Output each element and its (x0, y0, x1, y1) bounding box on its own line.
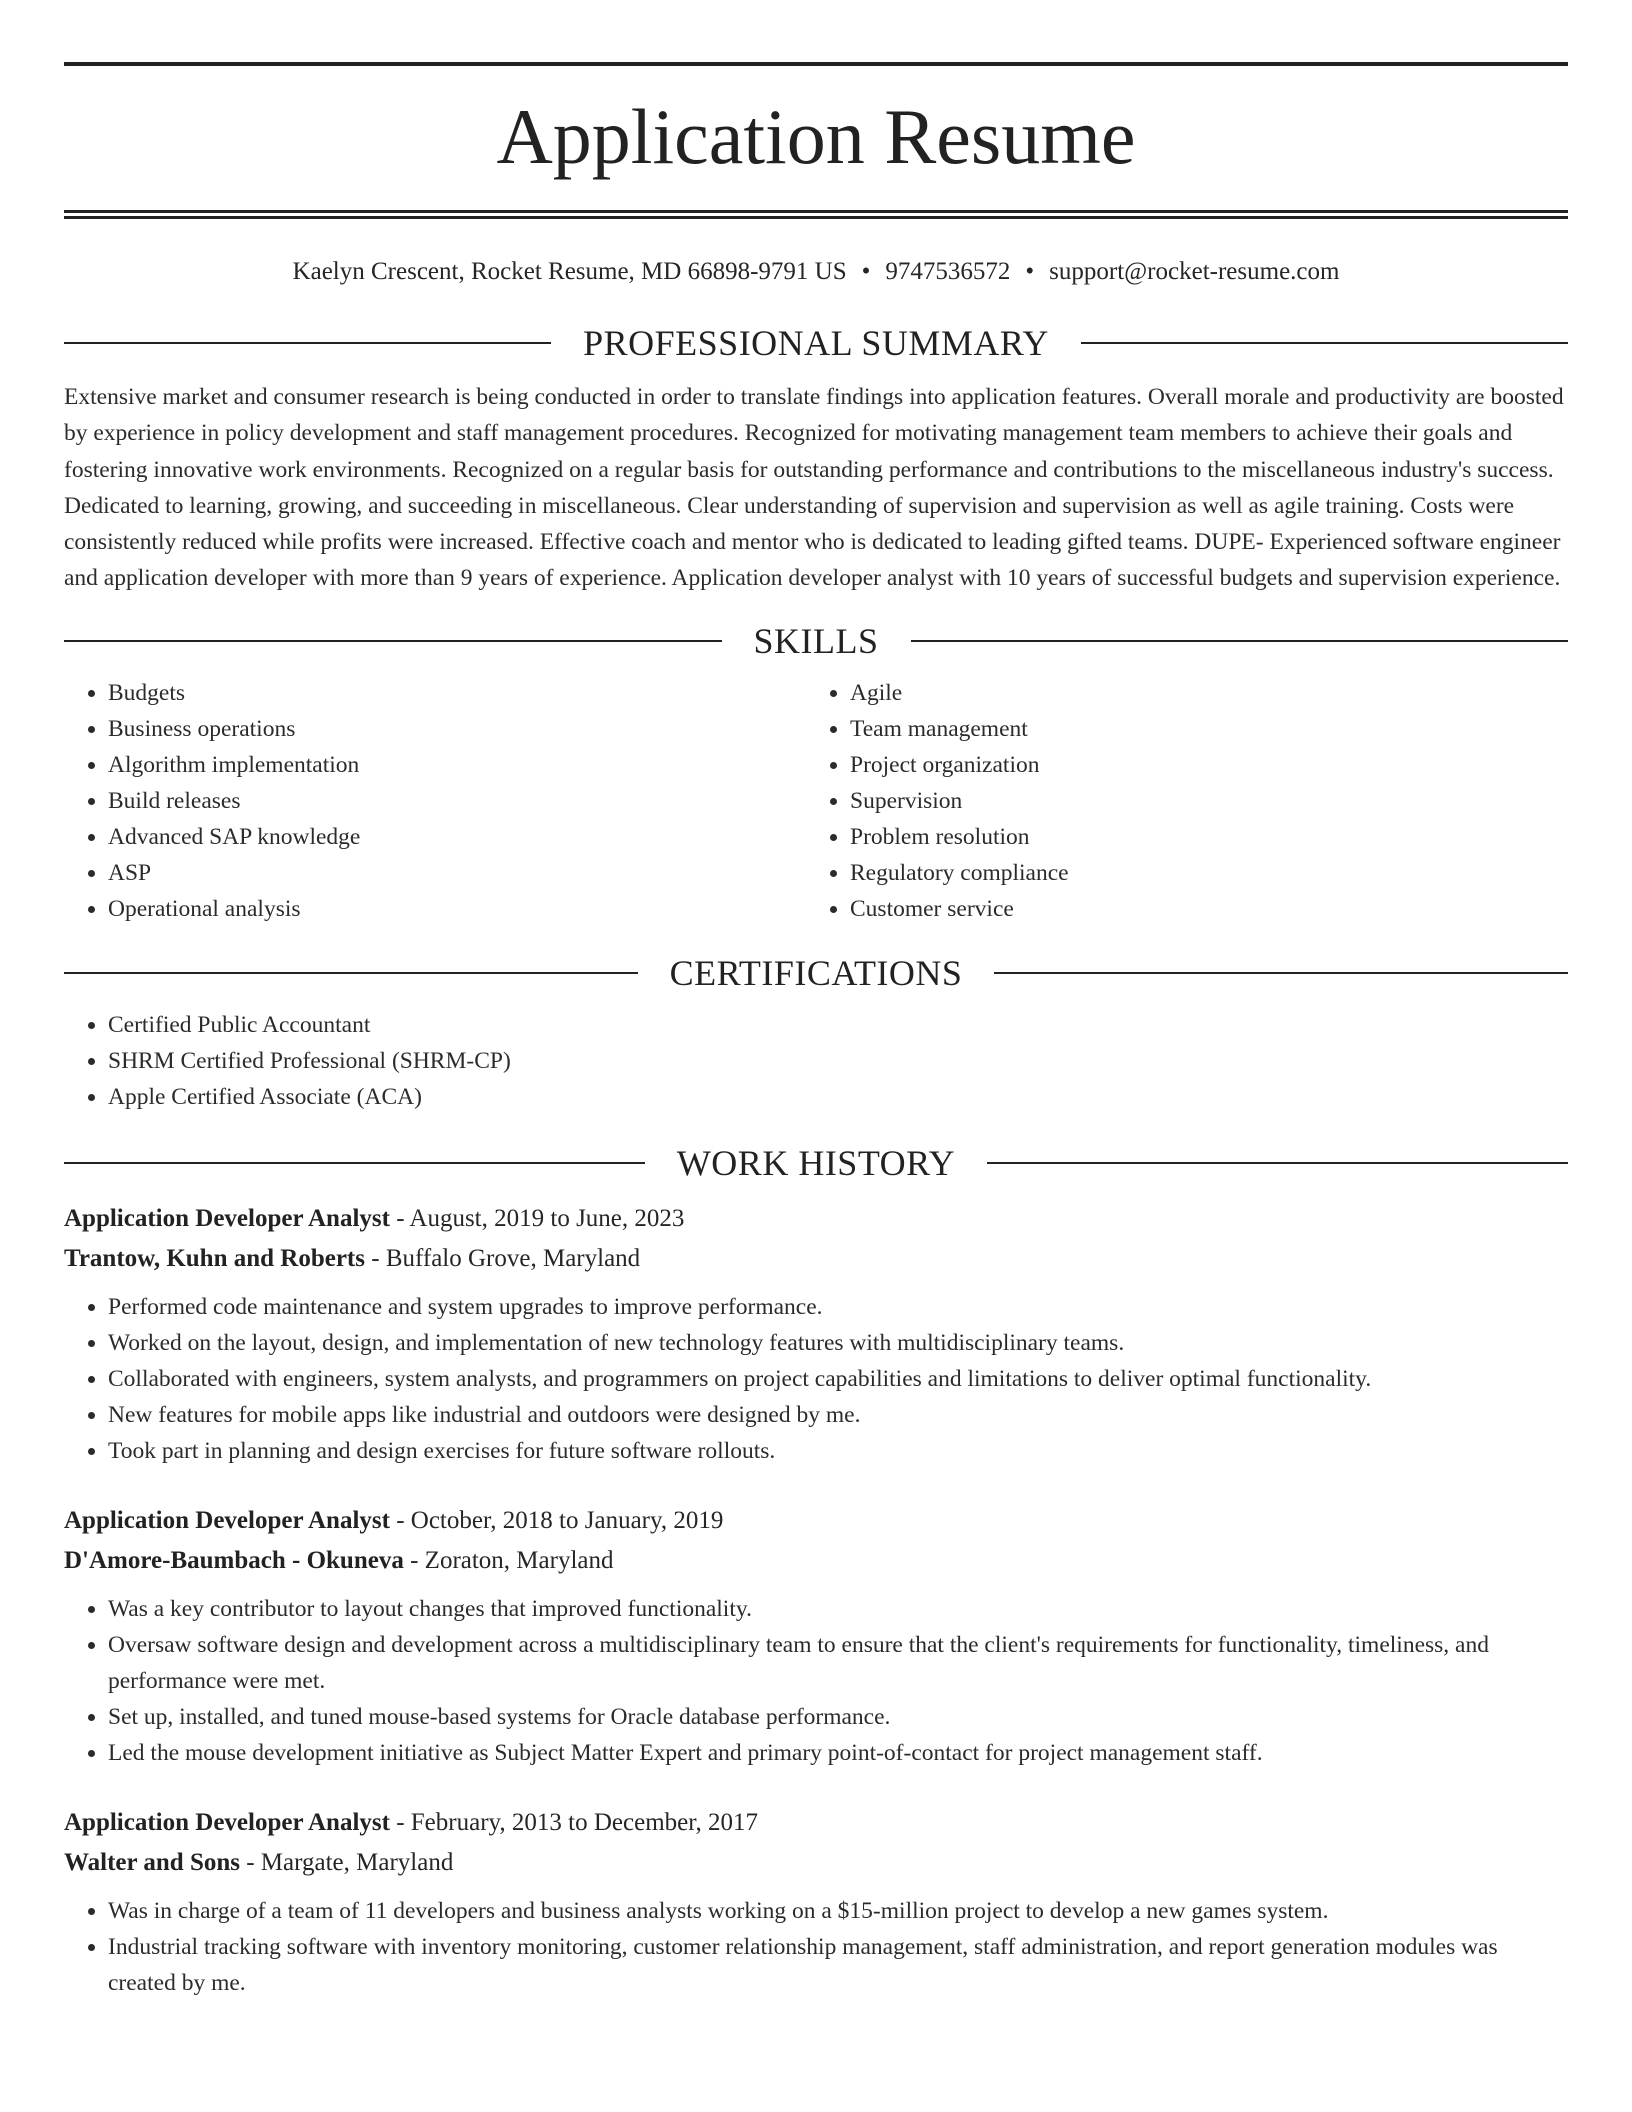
skills-column-left (64, 675, 806, 927)
contact-separator: • (1025, 258, 1035, 285)
job-company-line (64, 1239, 1568, 1279)
list-item: • Took part in planning and design exercises for future software rollouts. (108, 1433, 1568, 1469)
summary-heading: PROFESSIONAL SUMMARY (583, 323, 1049, 363)
contact-separator: • (861, 258, 871, 285)
job-title-line (64, 1501, 1568, 1541)
list-item: • Regulatory compliance (850, 855, 1548, 891)
job-title: Application Developer Analyst (64, 1506, 390, 1534)
job-dates: - February, 2013 to December, 2017 (389, 1808, 759, 1836)
section-rule-right (994, 972, 1568, 974)
job-company: Trantow, Kuhn and Roberts (64, 1244, 365, 1272)
summary-section-header (64, 321, 1568, 365)
list-item: • New features for mobile apps like industrial and outdoors were designed by me. (108, 1397, 1568, 1433)
skills-list-right (806, 675, 1548, 927)
job-title-line (64, 1199, 1568, 1239)
job-company: Walter and Sons (64, 1848, 240, 1876)
skills-heading: SKILLS (753, 620, 879, 661)
certifications-block (64, 1007, 1568, 1115)
summary-text: Extensive market and consumer research is being conducted in order to translate findings into application features. Overall morale and productivity are boosted by experience in policy development and staff management procedures. Recognized for motivating management team members to achieve their goals and fostering innovative work environments. Recognized on a regular basis for outstanding performance and contributions to the miscellaneous industry's success. Dedicated to learning, growing, and succeeding in miscellaneous. Clear understanding of supervision and supervision as well as agile training. Costs were consistently reduced while profits were increased. Effective coach and mentor who is dedicated to leading gifted teams. DUPE- Experienced software engineer and application developer with more than 9 years of experience. Application developer analyst with 10 years of successful budgets and supervision experience. (64, 384, 1564, 592)
list-item: • Performed code maintenance and system upgrades to improve performance. (108, 1289, 1568, 1325)
section-rule-left (64, 640, 722, 642)
job-company: D'Amore-Baumbach - Okuneva (64, 1546, 404, 1574)
list-item: • Operational analysis (108, 891, 806, 927)
list-item: • ASP (108, 855, 806, 891)
list-item: • Collaborated with engineers, system analysts, and programmers on project capabilities and limitations to deliver optimal functionality. (108, 1361, 1568, 1397)
section-rule-left (64, 972, 638, 974)
certifications-section-header (64, 951, 1568, 995)
list-item: • Agile (850, 675, 1548, 711)
certifications-list (64, 1007, 1568, 1115)
job-location: - Buffalo Grove, Maryland (365, 1244, 641, 1272)
list-item: • Oversaw software design and development across a multidisciplinary team to ensure that the client's requirements for functionality, timeliness, and performance were met. (108, 1627, 1568, 1699)
list-item: • Worked on the layout, design, and implementation of new technology features with multidisciplinary teams. (108, 1325, 1568, 1361)
certifications-heading: CERTIFICATIONS (669, 952, 963, 993)
job-dates: - October, 2018 to January, 2019 (389, 1506, 724, 1534)
job-dates: - August, 2019 to June, 2023 (389, 1204, 685, 1232)
contact-phone: 9747536572 (885, 258, 1011, 285)
job-title: Application Developer Analyst (64, 1808, 390, 1836)
section-rule-left (64, 342, 551, 344)
job-title-line (64, 1803, 1568, 1843)
job-company-line (64, 1843, 1568, 1883)
top-rule (64, 62, 1568, 66)
job-bullets (64, 1591, 1568, 1771)
list-item: • Build releases (108, 783, 806, 819)
title-double-rule (64, 210, 1568, 219)
list-item: • Customer service (850, 891, 1548, 927)
list-item: • Apple Certified Associate (ACA) (108, 1079, 1568, 1115)
job-company-line (64, 1541, 1568, 1581)
list-item: • Algorithm implementation (108, 747, 806, 783)
job-location: - Zoraton, Maryland (403, 1546, 614, 1574)
job-location: - Margate, Maryland (239, 1848, 454, 1876)
job-bullets (64, 1289, 1568, 1469)
contact-line (64, 257, 1568, 287)
skills-section-header (64, 619, 1568, 663)
list-item: • Business operations (108, 711, 806, 747)
job-entry (64, 1501, 1568, 1771)
skills-column-right (806, 675, 1548, 927)
contact-email: support@rocket-resume.com (1049, 258, 1340, 285)
list-item: • Advanced SAP knowledge (108, 819, 806, 855)
skills-grid (64, 675, 1568, 927)
contact-address: Kaelyn Crescent, Rocket Resume, MD 66898-9791 US (292, 258, 847, 285)
list-item: • Certified Public Accountant (108, 1007, 1568, 1043)
section-rule-left (64, 1162, 645, 1164)
job-entry (64, 1199, 1568, 1469)
section-rule-right (911, 640, 1569, 642)
list-item: • Problem resolution (850, 819, 1548, 855)
list-item: • Led the mouse development initiative as Subject Matter Expert and primary point-of-contact for project management staff. (108, 1735, 1568, 1771)
page-title: Application Resume (496, 93, 1136, 180)
job-entry (64, 1803, 1568, 2001)
work-history-heading: WORK HISTORY (676, 1142, 956, 1183)
job-title: Application Developer Analyst (64, 1204, 390, 1232)
list-item: • Industrial tracking software with inventory monitoring, customer relationship management, staff administration, and report generation modules was created by me. (108, 1929, 1568, 2001)
list-item: • Supervision (850, 783, 1548, 819)
work-history-section-header (64, 1141, 1568, 1185)
list-item: • Project organization (850, 747, 1548, 783)
list-item: • SHRM Certified Professional (SHRM-CP) (108, 1043, 1568, 1079)
list-item: • Was in charge of a team of 11 developers and business analysts working on a $15-million project to develop a new games system. (108, 1893, 1568, 1929)
skills-list-left (64, 675, 806, 927)
job-bullets (64, 1893, 1568, 2001)
list-item: • Was a key contributor to layout changes that improved functionality. (108, 1591, 1568, 1627)
section-rule-right (1081, 342, 1568, 344)
list-item: • Set up, installed, and tuned mouse-based systems for Oracle database performance. (108, 1699, 1568, 1735)
section-rule-right (987, 1162, 1568, 1164)
list-item: • Budgets (108, 675, 806, 711)
list-item: • Team management (850, 711, 1548, 747)
